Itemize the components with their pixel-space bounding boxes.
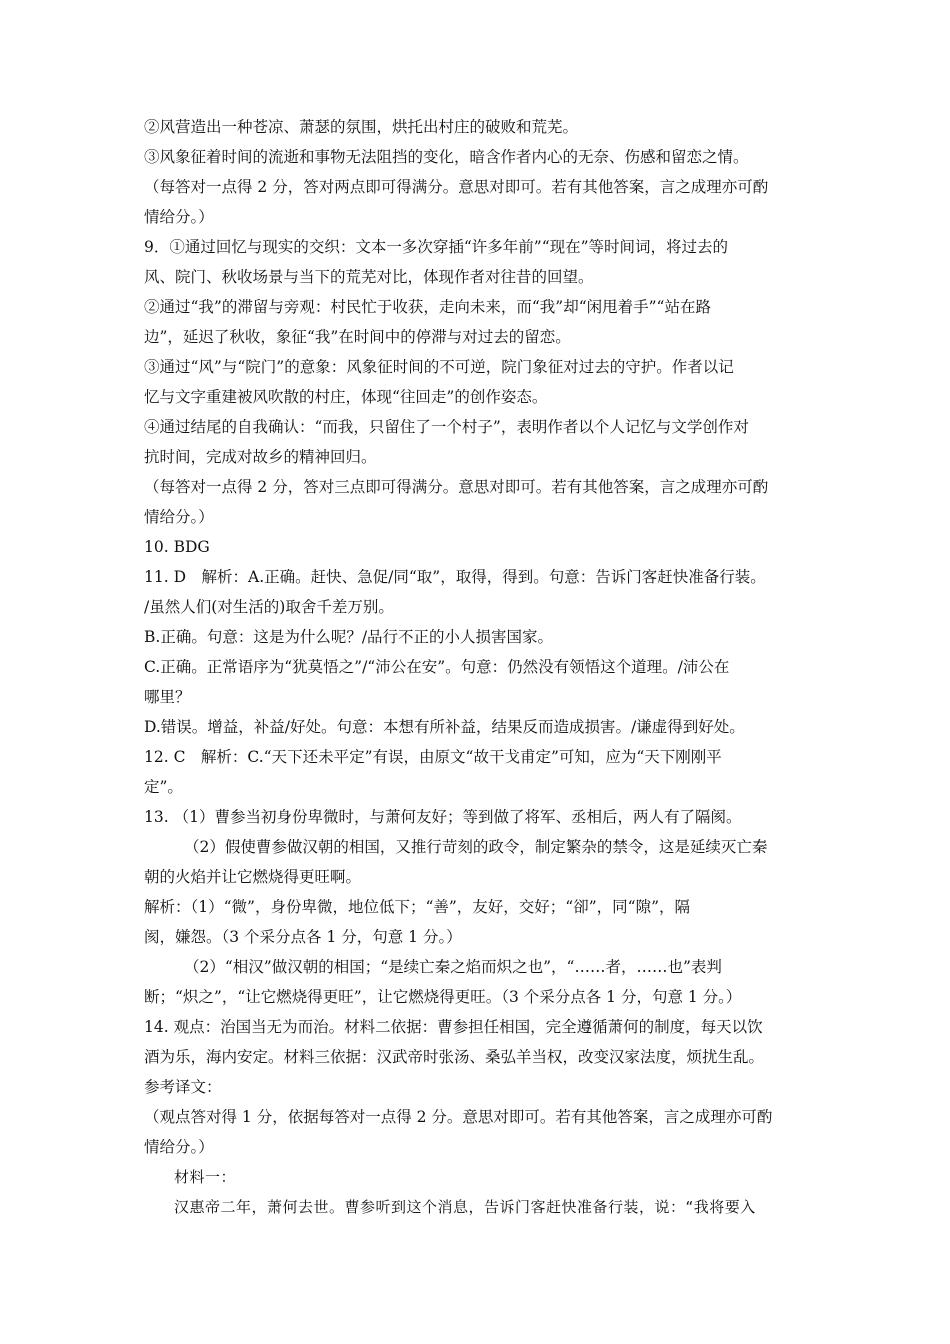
text-line: （观点答对得 1 分，依据每答对一点得 2 分。意思对即可。若有其他答案，言之成理亦可酌 [144,1108,773,1126]
text-line: 情给分。） [144,1138,214,1156]
text-line: ②通过“我”的滞留与旁观：村民忙于收获，走向未来，而“我”却“闲甩着手”“站在路 [144,298,711,316]
text-line: /虽然人们(对生活的)取舍千差万别。 [144,598,394,616]
text-line: B.正确。句意：这是为什么呢？/品行不正的小人损害国家。 [144,628,554,646]
text-line: 忆与文字重建被风吹散的村庄，体现“往回走”的创作姿态。 [144,388,548,406]
text-line: 断；“炽之”，“让它燃烧得更旺”，让它燃烧得更旺。（3 个采分点各 1 分，句意 1 分。） [144,988,742,1006]
text-line: 材料一： [174,1168,237,1186]
text-line: （2）假使曹参做汉朝的相国，又推行苛刻的政令，制定繁杂的禁令，这是延续灭亡秦 [184,838,768,856]
text-line: 情给分。） [144,508,214,526]
text-line: 边”，延迟了秋收，象征“我”在时间中的停滞与对过去的留恋。 [144,328,571,346]
text-line: 阂，嫌怨。（3 个采分点各 1 分，句意 1 分。） [144,928,462,946]
text-line: ③通过“风”与“院门”的意象：风象征时间的不可逆，院门象征对过去的守护。作者以记 [144,358,734,376]
text-line: 11. D 解析：A.正确。赶快、急促/同“取”，取得，得到。句意：告诉门客赶快准备行装。 [144,568,766,586]
text-line: 定”。 [144,778,183,796]
text-line: （2）“相汉”做汉朝的相国；“是续亡秦之焰而炽之也”，“……者，……也”表判 [184,958,722,976]
text-line: ④通过结尾的自我确认：“而我，只留住了一个村子”，表明作者以个人记忆与文学创作对 [144,418,749,436]
document-page [144,112,808,1222]
text-line: 哪里？ [144,688,191,706]
text-line: ③风象征着时间的流逝和事物无法阻挡的变化，暗含作者内心的无奈、伤感和留恋之情。 [144,148,749,166]
text-line: 14. 观点：治国当无为而治。材料二依据：曹参担任相国，完全遵循萧何的制度，每天以饮 [144,1018,763,1036]
text-line: （每答对一点得 2 分，答对两点即可得满分。意思对即可。若有其他答案，言之成理亦可酌 [144,178,769,196]
text-line: 9．①通过回忆与现实的交织：文本一多次穿插“许多年前”“现在”等时间词，将过去的 [144,238,729,256]
text-line: D.错误。增益，补益/好处。句意：本想有所补益，结果反而造成损害。/谦虚得到好处。 [144,718,745,736]
text-line: 酒为乐，海内安定。材料三依据：汉武帝时张汤、桑弘羊当权，改变汉家法度，烦扰生乱。 [144,1048,765,1066]
text-line: 朝的火焰并让它燃烧得更旺啊。 [144,868,362,886]
text-line: 抗时间，完成对故乡的精神回归。 [144,448,377,466]
text-line: C.正确。正常语序为“犹莫悟之”/“沛公在安”。句意：仍然没有领悟这个道理。/沛公在 [144,658,730,676]
text-line: 参考译文： [144,1078,222,1096]
text-line: 风、院门、秋收场景与当下的荒芜对比，体现作者对往昔的回望。 [144,268,594,286]
text-line: 10. BDG [144,538,210,556]
text-line: 12. C 解析：C.“天下还未平定”有误，由原文“故干戈甫定”可知，应为“天下刚刚平 [144,748,722,766]
text-line: ②风营造出一种苍凉、萧瑟的氛围，烘托出村庄的破败和荒芜。 [144,118,579,136]
text-line: 汉惠帝二年，萧何去世。曹参听到这个消息，告诉门客赶快准备行装，说：“我将要入 [174,1198,756,1216]
text-line: （每答对一点得 2 分，答对三点即可得满分。意思对即可。若有其他答案，言之成理亦可酌 [144,478,769,496]
text-line: 情给分。） [144,208,214,226]
text-line: 解析：（1）“微”，身份卑微，地位低下；“善”，友好，交好；“卻”，同“隙”，隔 [144,898,691,916]
text-line: 13. （1）曹参当初身份卑微时，与萧何友好；等到做了将军、丞相后，两人有了隔阂。 [144,808,742,826]
